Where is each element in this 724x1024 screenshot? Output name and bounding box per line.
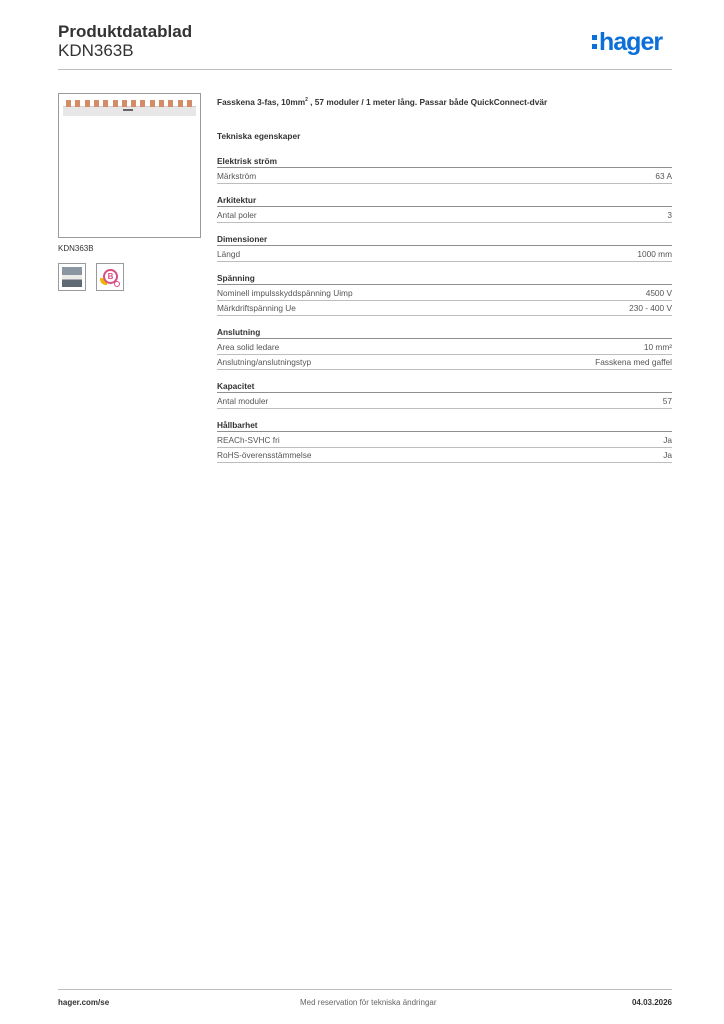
footer-divider — [58, 989, 672, 990]
busbar-tooth — [168, 100, 173, 107]
busbar-tooth — [75, 100, 80, 107]
property-value: 3 — [667, 210, 672, 220]
property-value: Fasskena med gaffel — [595, 357, 672, 367]
property-row — [217, 301, 672, 316]
logo-dots-icon — [592, 35, 597, 49]
group-title: Dimensioner — [217, 234, 672, 246]
property-label: Nominell impulsskyddspänning Uimp — [217, 288, 353, 298]
busbar-tooth — [103, 100, 108, 107]
busbar-tooth — [122, 100, 127, 107]
property-value: 10 mm² — [643, 342, 672, 352]
property-label: Anslutning/anslutningstyp — [217, 357, 312, 367]
product-photo-icon — [62, 267, 82, 287]
product-image-caption: KDN363B — [58, 244, 94, 253]
property-label: Antal poler — [217, 210, 257, 220]
property-value: 230 - 400 V — [629, 303, 672, 313]
busbar-tooth — [159, 100, 164, 107]
group-title: Elektrisk ström — [217, 156, 672, 168]
section-title: Tekniska egenskaper — [217, 131, 301, 141]
busbar-tooth — [66, 100, 71, 107]
busbar-tooth — [94, 100, 99, 107]
thumbnail-product-photo[interactable] — [58, 263, 86, 291]
hager-logo — [592, 28, 662, 56]
description-text-rest: , 57 moduler / 1 meter lång. Passar både QuickConnect-dvär — [307, 97, 548, 107]
product-image[interactable] — [58, 93, 201, 238]
property-row — [217, 247, 672, 262]
property-label: RoHS-överensstämmelse — [217, 450, 312, 460]
header-divider — [58, 69, 672, 70]
property-value: 57 — [662, 396, 672, 406]
property-row — [217, 394, 672, 409]
property-label: REACh-SVHC fri — [217, 435, 280, 445]
busbar-tooth — [140, 100, 145, 107]
busbar-tooth — [178, 100, 183, 107]
property-value: Ja — [663, 450, 672, 460]
thumbnail-ecodesign[interactable] — [96, 263, 124, 291]
property-value: Ja — [663, 435, 672, 445]
property-row — [217, 355, 672, 370]
group-title: Spänning — [217, 273, 672, 285]
busbar-tooth — [150, 100, 155, 107]
group-title: Hållbarhet — [217, 420, 672, 432]
magnifier-icon — [114, 281, 120, 287]
busbar-tooth — [131, 100, 136, 107]
property-value: 1000 mm — [637, 249, 672, 259]
group-title: Kapacitet — [217, 381, 672, 393]
property-row — [217, 340, 672, 355]
property-row — [217, 433, 672, 448]
group-title: Arkitektur — [217, 195, 672, 207]
page-title: Produktdatablad — [58, 22, 193, 41]
property-value: 63 A — [655, 171, 672, 181]
footer-website[interactable]: hager.com/se — [58, 998, 110, 1007]
property-label: Längd — [217, 249, 241, 259]
busbar-tooth — [85, 100, 90, 107]
badge-text: B — [107, 272, 114, 281]
busbar-illustration — [63, 100, 196, 116]
property-row — [217, 208, 672, 223]
property-row — [217, 286, 672, 301]
property-label: Antal moduler — [217, 396, 269, 406]
property-value: 4500 V — [645, 288, 672, 298]
footer-disclaimer: Med reservation för tekniska ändringar — [300, 998, 437, 1007]
description-superscript: 2 — [305, 97, 308, 104]
busbar-tooth — [187, 100, 192, 107]
property-row — [217, 169, 672, 184]
property-label: Märkdriftspänning Ue — [217, 303, 296, 313]
property-row — [217, 448, 672, 463]
property-label: Märkström — [217, 171, 257, 181]
logo-text: hager — [599, 28, 663, 56]
property-label: Area solid ledare — [217, 342, 280, 352]
product-description — [217, 97, 547, 107]
footer-date: 04.03.2026 — [631, 998, 672, 1007]
busbar-tooth — [113, 100, 118, 107]
product-code: KDN363B — [58, 41, 134, 60]
group-title: Anslutning — [217, 327, 672, 339]
description-text: Fasskena 3-fas, 10mm — [217, 97, 306, 107]
